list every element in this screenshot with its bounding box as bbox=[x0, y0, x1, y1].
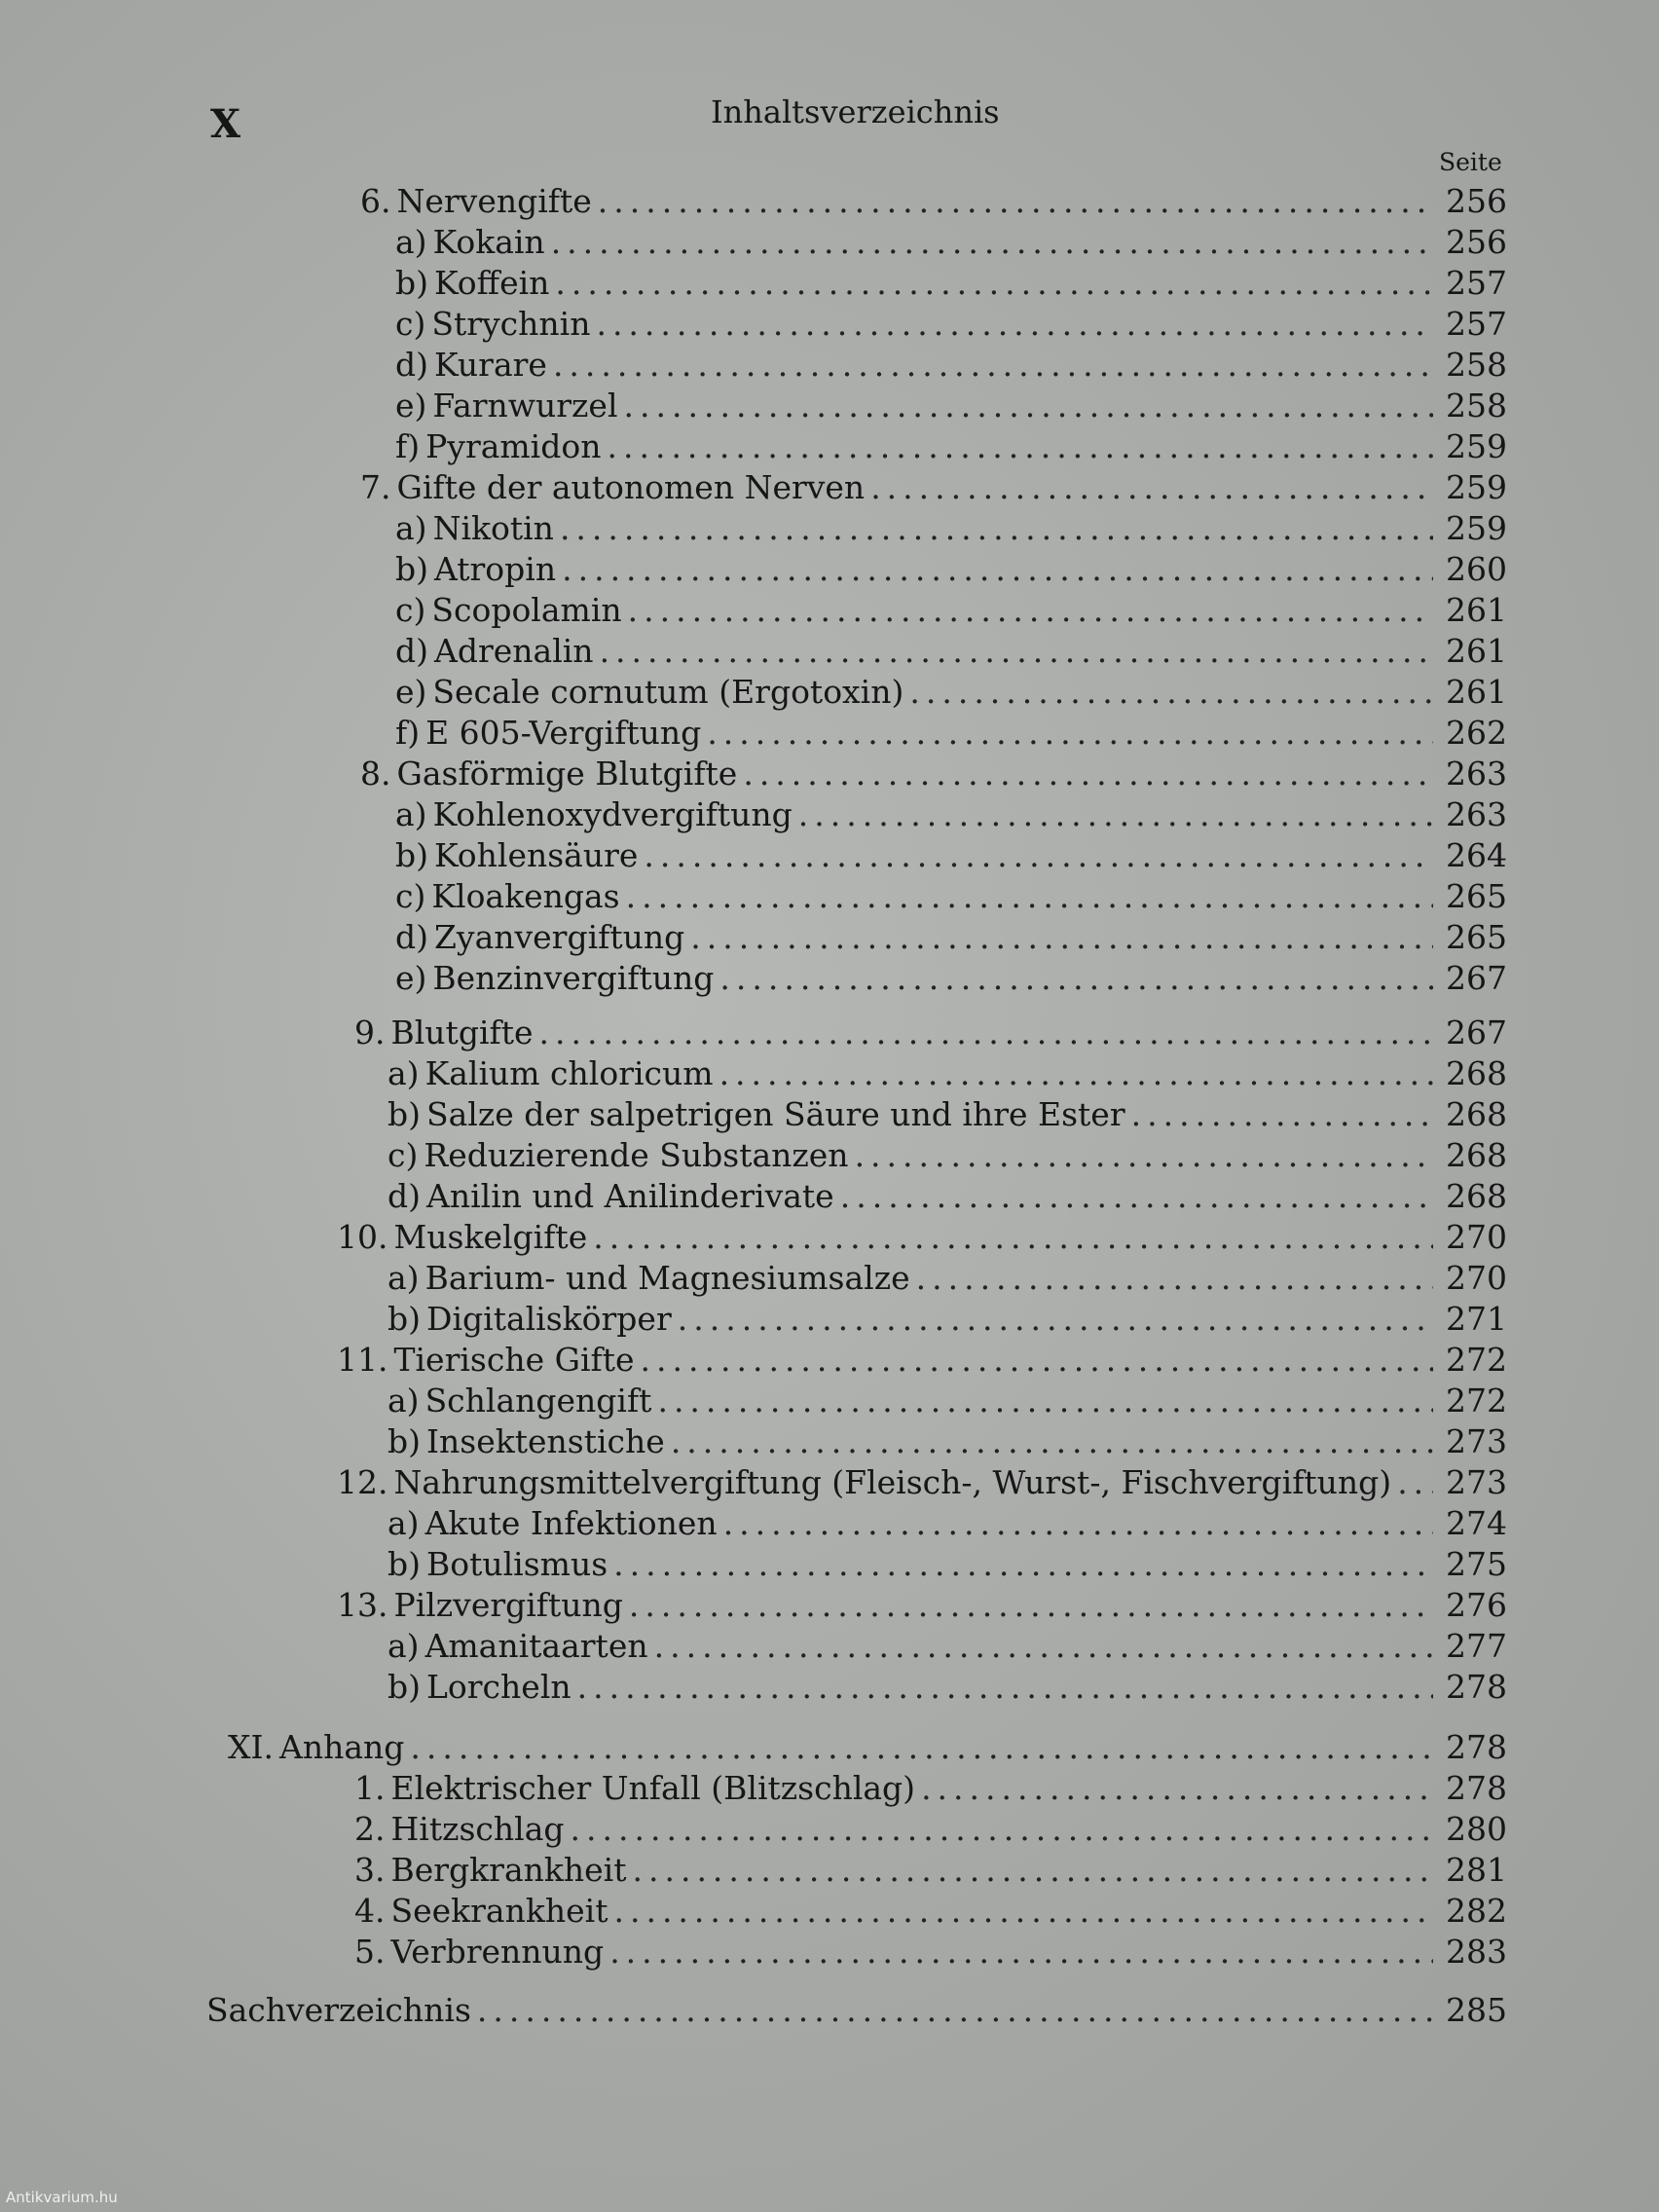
toc-entry-subsection bbox=[387, 1381, 1507, 1421]
leader-dots bbox=[613, 1544, 1433, 1585]
entry-number: 3. bbox=[354, 1851, 386, 1889]
entry-page: 273 bbox=[1446, 1422, 1507, 1460]
leader-dots bbox=[477, 1990, 1433, 2031]
entry-page: 262 bbox=[1446, 714, 1507, 752]
page-title: Inhaltsverzeichnis bbox=[711, 93, 1000, 130]
leader-dots bbox=[593, 1217, 1433, 1258]
leader-dots bbox=[723, 1503, 1433, 1544]
entry-number: b) bbox=[387, 1300, 421, 1338]
toc-entry-subsection bbox=[395, 590, 1507, 631]
entry-number: 9. bbox=[354, 1014, 386, 1051]
entry-title: Kohlenoxydvergiftung bbox=[432, 795, 793, 833]
entry-page: 278 bbox=[1446, 1728, 1507, 1766]
leader-dots bbox=[555, 263, 1433, 304]
entry-page: 283 bbox=[1446, 1933, 1507, 1971]
leader-dots bbox=[629, 1585, 1433, 1626]
toc-entry-subsection bbox=[387, 1094, 1507, 1135]
leader-dots bbox=[560, 508, 1433, 549]
entry-page: 276 bbox=[1446, 1586, 1507, 1624]
leader-dots bbox=[743, 754, 1433, 794]
entry-title: Kurare bbox=[434, 346, 547, 384]
toc-entry-index bbox=[201, 1990, 1507, 2031]
toc-entry-subsection bbox=[387, 1176, 1507, 1217]
leader-dots bbox=[607, 426, 1433, 467]
leader-dots bbox=[690, 917, 1433, 958]
leader-dots bbox=[909, 672, 1433, 713]
entry-page: 285 bbox=[1446, 1991, 1507, 2029]
entry-page: 273 bbox=[1446, 1463, 1507, 1501]
entry-page: 270 bbox=[1446, 1259, 1507, 1297]
entry-title: Adrenalin bbox=[434, 632, 594, 670]
entry-title: Schlangengift bbox=[424, 1382, 652, 1419]
entry-page: 268 bbox=[1446, 1177, 1507, 1215]
entry-page: 267 bbox=[1446, 959, 1507, 997]
entry-title: Akute Infektionen bbox=[424, 1504, 718, 1542]
entry-title: Hitzschlag bbox=[390, 1810, 565, 1848]
toc-entry-section bbox=[354, 1768, 1507, 1809]
entry-title: Gasförmige Blutgifte bbox=[396, 755, 738, 793]
toc-entry-section bbox=[337, 1340, 1507, 1381]
toc-entry-subsection bbox=[387, 1667, 1507, 1708]
entry-number: a) bbox=[387, 1054, 420, 1092]
leader-dots bbox=[798, 794, 1433, 835]
leader-dots bbox=[1397, 1462, 1433, 1503]
entry-page: 261 bbox=[1446, 673, 1507, 711]
toc-entry-subsection bbox=[395, 386, 1507, 426]
entry-number: d) bbox=[395, 346, 428, 384]
entry-number: d) bbox=[395, 632, 428, 670]
leader-dots bbox=[641, 1340, 1433, 1381]
entry-number: e) bbox=[395, 959, 427, 997]
entry-title: Pilzvergiftung bbox=[393, 1586, 623, 1624]
entry-number: 7. bbox=[360, 468, 391, 506]
toc-entry-chapter bbox=[228, 1727, 1507, 1768]
toc-entry-section bbox=[337, 1462, 1507, 1503]
entry-page: 272 bbox=[1446, 1382, 1507, 1419]
entry-number: 11. bbox=[337, 1341, 388, 1379]
entry-title: Nervengifte bbox=[396, 182, 592, 220]
entry-number: c) bbox=[395, 591, 426, 629]
entry-page: 257 bbox=[1446, 264, 1507, 302]
entry-title: Gifte der autonomen Nerven bbox=[396, 468, 866, 506]
leader-dots bbox=[613, 1891, 1433, 1932]
entry-number: a) bbox=[387, 1259, 420, 1297]
leader-dots bbox=[719, 958, 1433, 999]
entry-number: c) bbox=[395, 305, 426, 343]
entry-number: a) bbox=[387, 1504, 420, 1542]
entry-number: b) bbox=[395, 836, 428, 874]
toc-entry-subsection bbox=[387, 1421, 1507, 1462]
leader-dots bbox=[921, 1768, 1433, 1809]
entry-number: d) bbox=[395, 918, 428, 956]
entry-number: 4. bbox=[354, 1892, 386, 1930]
entry-title: Sachverzeichnis bbox=[206, 1991, 471, 2029]
entry-number: a) bbox=[395, 795, 427, 833]
toc-entry-section bbox=[354, 1932, 1507, 1972]
entry-page: 261 bbox=[1446, 591, 1507, 629]
entry-title: Koffein bbox=[434, 264, 550, 302]
toc-entry-section bbox=[360, 181, 1507, 222]
entry-number: b) bbox=[387, 1668, 421, 1706]
entry-number: 12. bbox=[337, 1463, 388, 1501]
leader-dots bbox=[707, 713, 1433, 754]
entry-page: 281 bbox=[1446, 1851, 1507, 1889]
entry-number: 8. bbox=[360, 755, 391, 793]
page-number: X bbox=[210, 101, 242, 147]
entry-number: b) bbox=[387, 1422, 421, 1460]
entry-title: Verbrennung bbox=[390, 1933, 605, 1971]
entry-title: Tierische Gifte bbox=[393, 1341, 635, 1379]
toc-entry-subsection bbox=[395, 508, 1507, 549]
leader-dots bbox=[840, 1176, 1433, 1217]
entry-title: Digitaliskörper bbox=[426, 1300, 672, 1338]
toc-entry-subsection bbox=[395, 794, 1507, 835]
entry-number: b) bbox=[387, 1545, 421, 1583]
entry-number: d) bbox=[387, 1177, 421, 1215]
leader-dots bbox=[632, 1850, 1433, 1891]
toc-entry-section bbox=[354, 1809, 1507, 1850]
toc-entry-subsection bbox=[395, 958, 1507, 999]
entry-page: 268 bbox=[1446, 1095, 1507, 1133]
leader-dots bbox=[596, 304, 1433, 345]
entry-page: 275 bbox=[1446, 1545, 1507, 1583]
toc-entry-subsection bbox=[395, 672, 1507, 713]
leader-dots bbox=[562, 549, 1433, 590]
entry-page: 278 bbox=[1446, 1769, 1507, 1807]
entry-page: 259 bbox=[1446, 427, 1507, 465]
toc-entry-subsection bbox=[387, 1258, 1507, 1299]
toc-entry-section bbox=[337, 1585, 1507, 1626]
leader-dots bbox=[624, 386, 1433, 426]
entry-number: 13. bbox=[337, 1586, 388, 1624]
leader-dots bbox=[410, 1727, 1433, 1768]
toc-entry-section bbox=[360, 754, 1507, 794]
toc-entry-section bbox=[337, 1217, 1507, 1258]
leader-dots bbox=[1131, 1094, 1433, 1135]
entry-title: Nikotin bbox=[432, 509, 554, 547]
entry-page: 265 bbox=[1446, 877, 1507, 915]
entry-page: 261 bbox=[1446, 632, 1507, 670]
toc-entry-subsection bbox=[387, 1544, 1507, 1585]
leader-dots bbox=[916, 1258, 1433, 1299]
entry-title: Botulismus bbox=[426, 1545, 608, 1583]
entry-page: 258 bbox=[1446, 346, 1507, 384]
entry-page: 277 bbox=[1446, 1627, 1507, 1665]
entry-page: 264 bbox=[1446, 836, 1507, 874]
entry-title: Zyanvergiftung bbox=[434, 918, 685, 956]
entry-page: 282 bbox=[1446, 1892, 1507, 1930]
entry-page: 278 bbox=[1446, 1668, 1507, 1706]
entry-title: Farnwurzel bbox=[432, 387, 618, 424]
toc-entry-subsection bbox=[395, 222, 1507, 263]
toc-entry-subsection bbox=[395, 835, 1507, 876]
entry-page: 263 bbox=[1446, 755, 1507, 793]
entry-title: Scopolamin bbox=[431, 591, 622, 629]
entry-title: Barium- und Magnesiumsalze bbox=[424, 1259, 910, 1297]
toc-entry-subsection bbox=[395, 304, 1507, 345]
entry-title: Reduzierende Substanzen bbox=[424, 1136, 849, 1174]
toc-entry-subsection bbox=[395, 549, 1507, 590]
entry-title: Kloakengas bbox=[431, 877, 620, 915]
entry-page: 256 bbox=[1446, 223, 1507, 261]
seite-column-label: Seite bbox=[1439, 148, 1502, 176]
leader-dots bbox=[671, 1421, 1433, 1462]
entry-page: 267 bbox=[1446, 1014, 1507, 1051]
entry-number: f) bbox=[395, 427, 421, 465]
entry-number: f) bbox=[395, 714, 421, 752]
leader-dots bbox=[626, 876, 1433, 917]
entry-number: 6. bbox=[360, 182, 391, 220]
entry-number: b) bbox=[387, 1095, 421, 1133]
entry-number: 2. bbox=[354, 1810, 386, 1848]
toc-entry-subsection bbox=[387, 1503, 1507, 1544]
entry-number: a) bbox=[387, 1382, 420, 1419]
entry-title: Kohlensäure bbox=[434, 836, 639, 874]
entry-page: 274 bbox=[1446, 1504, 1507, 1542]
entry-title: Strychnin bbox=[431, 305, 591, 343]
entry-page: 280 bbox=[1446, 1810, 1507, 1848]
entry-title: Salze der salpetrigen Säure und ihre Ester bbox=[426, 1095, 1125, 1133]
leader-dots bbox=[657, 1381, 1433, 1421]
leader-dots bbox=[600, 631, 1433, 672]
leader-dots bbox=[551, 222, 1433, 263]
entry-title: Lorcheln bbox=[426, 1668, 571, 1706]
leader-dots bbox=[644, 835, 1433, 876]
entry-page: 257 bbox=[1446, 305, 1507, 343]
entry-title: Pyramidon bbox=[425, 427, 602, 465]
leader-dots bbox=[577, 1667, 1433, 1708]
entry-page: 272 bbox=[1446, 1341, 1507, 1379]
leader-dots bbox=[539, 1013, 1433, 1053]
entry-title: E 605-Vergiftung bbox=[425, 714, 702, 752]
entry-page: 259 bbox=[1446, 509, 1507, 547]
entry-number: a) bbox=[395, 223, 427, 261]
entry-number: c) bbox=[395, 877, 426, 915]
toc-entry-subsection bbox=[387, 1626, 1507, 1667]
toc-entry-subsection bbox=[395, 917, 1507, 958]
entry-page: 256 bbox=[1446, 182, 1507, 220]
entry-number: e) bbox=[395, 387, 427, 424]
entry-page: 259 bbox=[1446, 468, 1507, 506]
leader-dots bbox=[553, 345, 1433, 386]
entry-number: c) bbox=[387, 1136, 419, 1174]
toc-entry-subsection bbox=[395, 876, 1507, 917]
entry-page: 268 bbox=[1446, 1054, 1507, 1092]
entry-number: 1. bbox=[354, 1769, 386, 1807]
entry-title: Bergkrankheit bbox=[390, 1851, 627, 1889]
entry-page: 268 bbox=[1446, 1136, 1507, 1174]
toc-entry-subsection bbox=[387, 1135, 1507, 1176]
entry-number: XI. bbox=[228, 1728, 275, 1766]
entry-title: Insektenstiche bbox=[426, 1422, 665, 1460]
toc-entry-section bbox=[354, 1850, 1507, 1891]
toc-entry-subsection bbox=[387, 1053, 1507, 1094]
entry-title: Seekrankheit bbox=[390, 1892, 608, 1930]
toc-entry-section bbox=[360, 467, 1507, 508]
toc-entry-subsection bbox=[395, 713, 1507, 754]
entry-page: 263 bbox=[1446, 795, 1507, 833]
entry-title: Blutgifte bbox=[390, 1014, 534, 1051]
entry-title: Nahrungsmittelvergiftung (Fleisch-, Wurst-, Fischvergiftung) bbox=[393, 1463, 1392, 1501]
entry-page: 270 bbox=[1446, 1218, 1507, 1256]
toc-entry-subsection bbox=[387, 1299, 1507, 1340]
entry-title: Kokain bbox=[432, 223, 545, 261]
leader-dots bbox=[870, 467, 1433, 508]
leader-dots bbox=[654, 1626, 1433, 1667]
toc-entry-subsection bbox=[395, 426, 1507, 467]
watermark: Antikvarium.hu bbox=[6, 2189, 118, 2206]
toc-entry-section bbox=[354, 1891, 1507, 1932]
leader-dots bbox=[571, 1809, 1433, 1850]
toc-entry-subsection bbox=[395, 631, 1507, 672]
entry-page: 271 bbox=[1446, 1300, 1507, 1338]
leader-dots bbox=[719, 1053, 1433, 1094]
entry-page: 260 bbox=[1446, 550, 1507, 588]
entry-title: Muskelgifte bbox=[393, 1218, 588, 1256]
entry-number: a) bbox=[387, 1627, 420, 1665]
leader-dots bbox=[628, 590, 1433, 631]
leader-dots bbox=[855, 1135, 1433, 1176]
entry-title: Amanitaarten bbox=[424, 1627, 648, 1665]
leader-dots bbox=[678, 1299, 1433, 1340]
entry-title: Anhang bbox=[279, 1728, 405, 1766]
entry-title: Anilin und Anilinderivate bbox=[426, 1177, 834, 1215]
entry-title: Atropin bbox=[434, 550, 557, 588]
entry-page: 265 bbox=[1446, 918, 1507, 956]
entry-title: Kalium chloricum bbox=[424, 1054, 714, 1092]
toc-entry-subsection bbox=[395, 345, 1507, 386]
leader-dots bbox=[598, 181, 1433, 222]
entry-title: Benzinvergiftung bbox=[432, 959, 715, 997]
entry-number: 10. bbox=[337, 1218, 388, 1256]
entry-title: Elektrischer Unfall (Blitzschlag) bbox=[390, 1769, 916, 1807]
entry-number: e) bbox=[395, 673, 427, 711]
entry-number: a) bbox=[395, 509, 427, 547]
entry-page: 258 bbox=[1446, 387, 1507, 424]
entry-title: Secale cornutum (Ergotoxin) bbox=[432, 673, 904, 711]
toc-entry-subsection bbox=[395, 263, 1507, 304]
leader-dots bbox=[609, 1932, 1433, 1972]
entry-number: b) bbox=[395, 264, 428, 302]
toc-entry-section bbox=[354, 1013, 1507, 1053]
entry-number: 5. bbox=[354, 1933, 386, 1971]
entry-number: b) bbox=[395, 550, 428, 588]
